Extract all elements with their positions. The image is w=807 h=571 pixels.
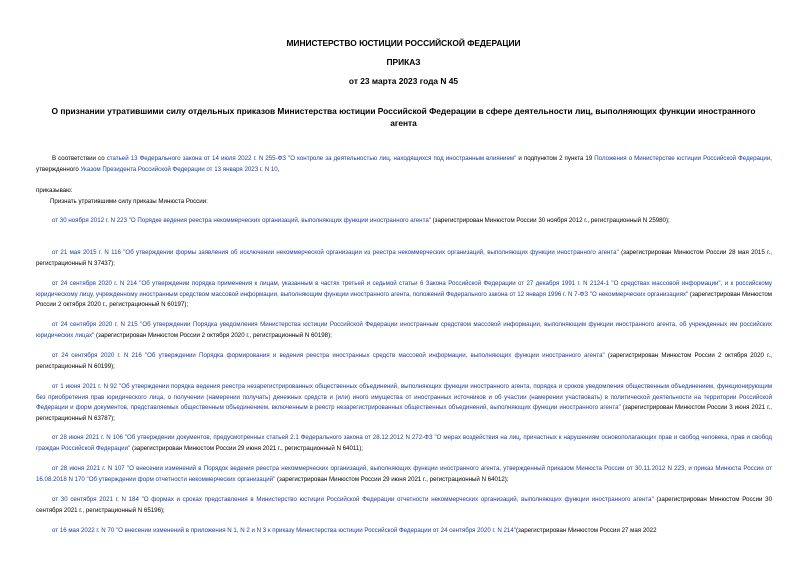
list-item — [36, 320, 772, 341]
registration-text: (зарегистрирован Минюстом России 29 июня 2021 г., регистрационный N 64011); — [130, 444, 364, 452]
order-link[interactable]: от 30 сентября 2021 г. N 184 "О формах и сроках представления в Министерство юстиции Российской Федерации отчетности некоммерческих организаций, выполняющих функции иностранного агента" — [52, 496, 654, 503]
ministry-regulation-link[interactable]: Положения о Министерстве юстиции Российской Федерации — [594, 155, 771, 162]
intro-paragraph — [36, 154, 772, 175]
list-item — [36, 526, 772, 537]
registration-text: (зарегистрирован Минюстом России 27 мая 2022 — [515, 527, 657, 534]
intro-text-end: , — [277, 165, 280, 173]
order-link[interactable]: от 24 сентября 2020 г. N 216 "Об утверждении Порядка формирования и ведения реестра иностранных средств массовой информации, выполняющих функции иностранного агента" — [52, 352, 605, 359]
order-link[interactable]: от 28 июня 2021 г. N 106 "Об утверждении документов, предусмотренных статьей 2.1 Федерального закона от 28.12.2012 N 272-ФЗ "О мерах воздействия на лиц, причастных к нарушениям основополагающих прав и свобод человека, прав и свобод граждан Российской Федерации" — [36, 434, 772, 452]
declare-line: Признать утратившими силу приказы Минюста России: — [50, 198, 208, 205]
list-item — [36, 248, 772, 269]
list-item — [36, 279, 772, 311]
order-link[interactable]: от 24 сентября 2020 г. N 215 "Об утверждении Порядка уведомления Министерства юстиции Российской Федерации иностранным средством массовой информации, выполняющим функции иностранного агента, об учрежденных им российских юридических лицах" — [36, 321, 772, 339]
list-item — [36, 464, 772, 485]
intro-text-start: В соответствии со — [52, 155, 107, 162]
ministry-heading: МИНИСТЕРСТВО ЮСТИЦИИ РОССИЙСКОЙ ФЕДЕРАЦИИ — [286, 38, 521, 48]
registration-text: (зарегистрирован Минюстом России 29 июня 2021 г., регистрационный N 64012); — [275, 475, 509, 483]
law-article-13-link[interactable]: статьей 13 Федерального закона от 14 июля 2022 г. N 255-ФЗ "О контроле за деятельностью лиц, находящихся под иностранным влиянием" — [106, 155, 517, 162]
list-item — [36, 351, 772, 372]
list-item — [36, 216, 772, 227]
intro-text-mid2: , утвержденного — [36, 155, 772, 173]
list-item — [36, 495, 772, 516]
registration-text: (зарегистрирован Минюстом России 28 мая 2015 г., регистрационный N 37437); — [36, 249, 772, 267]
order-link[interactable]: от 30 ноября 2012 г. N 223 "О Порядке ведения реестра некоммерческих организаций, выполняющих функции иностранного агента" — [52, 217, 431, 224]
registration-text: (зарегистрирован Минюстом России 2 октября 2020 г., регистрационный N 60198); — [94, 331, 332, 339]
registration-text: (зарегистрирован Минюстом России 2 октября 2020 г., регистрационный N 60197); — [36, 290, 772, 309]
order-link[interactable]: от 21 мая 2015 г. N 116 "Об утверждении формы заявления об исключении некоммерческой организации из реестра некоммерческих организаций, выполняющих функции иностранного агента" — [52, 249, 619, 256]
order-link[interactable]: от 16 мая 2022 г. N 70 "О внесении изменений в приложения N 1, N 2 и N 3 к приказу Министерства юстиции Российской Федерации от 24 сентября 2020 г. N 214" — [52, 527, 516, 534]
order-word: приказываю: — [36, 187, 73, 194]
order-link[interactable]: от 28 июня 2021 г. N 107 "О внесении изменений в Порядок ведения реестра некоммерческих организаций, выполняющих функции иностранного агента, утвержденный приказом Минюста России от 30.11.2012 N 223, и приказ Минюста России от 16.08.2018 N 170 "Об утверждении форм отчетности некоммерческих организаций" — [36, 465, 772, 483]
registration-text: (зарегистрирован Минюстом России 30 сентября 2021 г., регистрационный N 65196); — [36, 496, 772, 514]
registration-text: (зарегистрирован Минюстом России 2 октября 2020 г., регистрационный N 60199); — [36, 352, 773, 370]
order-link[interactable]: от 24 сентября 2020 г. N 214 "Об утверждении порядка применения к лицам, указанным в частях третьей и седьмой статьи 6 Закона Российской Федерации от 27 декабря 1991 г. N 2124-1 "О средствах массовой информации", и к российскому юридическому лицу, учрежденному иностранным средством массовой информации, выполняющим функции иностранного агента, положений Федерального закона от 12 января 1996 г. N 7-ФЗ "О некоммерческих организациях" — [36, 280, 772, 298]
registration-text: (зарегистрирован Минюстом России 3 июня 2021 г., регистрационный N 63787); — [36, 404, 772, 422]
registration-text: (зарегистрирован Минюстом России 30 ноября 2012 г., регистрационный N 25980); — [430, 217, 670, 224]
order-link[interactable]: от 1 июня 2021 г. N 92 "Об утверждении порядка ведения реестра незарегистрированных общественных объединений, выполняющих функции иностранного агента, порядка и сроков уведомления общественным объединением, функционирующим без приобретения прав юридического лица, о получении (намерении получать) денежных средств и (или) иного имущества от иностранных источников и об участии (намерении участвовать) в политической деятельности на территории Российской Федерации и форм документов, представляемых общественным объединением, включенным в реестр незарегистрированных общественных объединений, выполняющих функции иностранного агента" — [36, 383, 772, 412]
list-item — [36, 382, 772, 424]
date-number-heading: от 23 марта 2023 года N 45 — [348, 76, 459, 86]
list-item — [36, 433, 772, 454]
presidential-decree-link[interactable]: Указом Президента Российской Федерации от 13 января 2023 г. N 10 — [80, 165, 278, 173]
doc-type-heading: ПРИКАЗ — [386, 57, 421, 67]
document-title: О признании утратившими силу отдельных приказов Министерства юстиции Российской Федерации в сфере деятельности лиц, выполняющих функции иностранного агента — [51, 106, 756, 128]
intro-text-mid: и подпунктом 2 пункта 19 — [516, 155, 595, 162]
